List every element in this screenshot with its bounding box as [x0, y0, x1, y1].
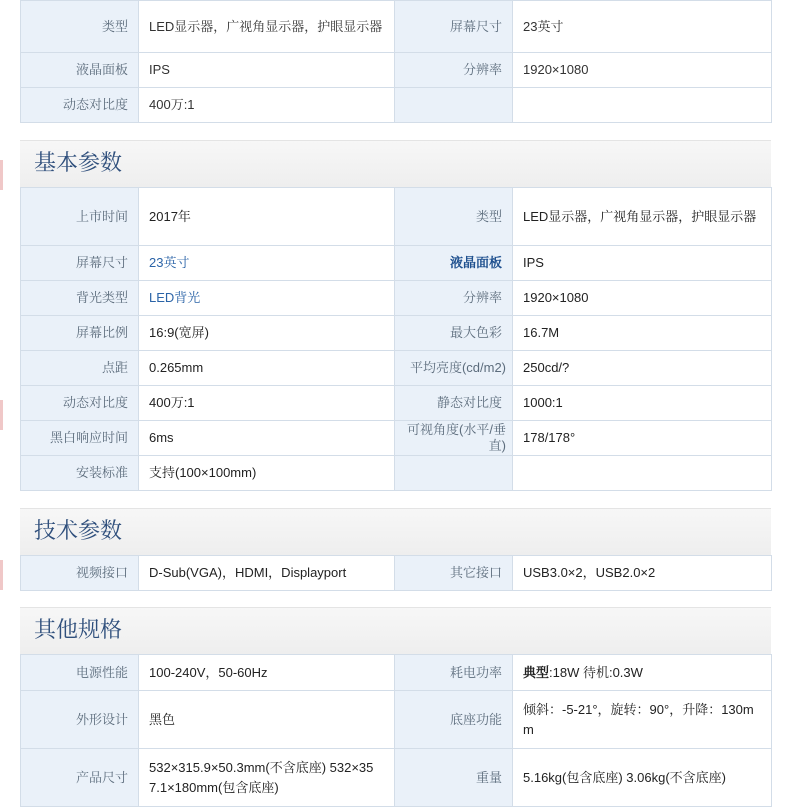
spec-value: 1920×1080: [513, 281, 772, 316]
spec-key: 产品尺寸: [21, 749, 139, 807]
spec-value: 400万:1: [139, 88, 395, 123]
table-row: [21, 351, 772, 386]
left-edge-mark: [0, 400, 3, 430]
table-row: [21, 188, 772, 246]
spec-value: [513, 456, 772, 491]
table-row: [21, 281, 772, 316]
spec-key: 视频接口: [21, 556, 139, 591]
spec-value: D-Sub(VGA)，HDMI，Displayport: [139, 556, 395, 591]
basic-params-table: [20, 187, 772, 491]
spec-value: [513, 655, 772, 691]
spec-value: IPS: [139, 53, 395, 88]
table-row: [21, 386, 772, 421]
spec-value-link[interactable]: 23英寸: [139, 246, 395, 281]
spec-value-link[interactable]: LED背光: [139, 281, 395, 316]
spec-key: 最大色彩: [395, 316, 513, 351]
left-edge-mark: [0, 560, 3, 590]
spec-value: 5.16kg(包含底座) 3.06kg(不含底座): [513, 749, 772, 807]
spec-value-emphasis: 典型: [523, 664, 550, 680]
spec-key: 液晶面板: [21, 53, 139, 88]
spec-value: 532×315.9×50.3mm(不含底座) 532×357.1×180mm(包含底座): [139, 749, 395, 807]
other-specs-table: [20, 654, 772, 807]
summary-table: [20, 0, 772, 123]
spec-key: 动态对比度: [21, 88, 139, 123]
spec-value: 178/178°: [513, 421, 772, 456]
spec-key: 耗电功率: [395, 655, 513, 691]
spec-value: 23英寸: [513, 1, 772, 53]
spec-value: 支持(100×100mm): [139, 456, 395, 491]
spec-key: 类型: [395, 188, 513, 246]
spec-key: 外形设计: [21, 691, 139, 749]
tech-params-table: [20, 555, 772, 591]
table-row: [21, 691, 772, 749]
section-title-tech: 技术参数: [20, 508, 771, 555]
spec-key: 电源性能: [21, 655, 139, 691]
spec-key: 分辨率: [395, 281, 513, 316]
spec-key: 其它接口: [395, 556, 513, 591]
spec-value: LED显示器，广视角显示器，护眼显示器: [513, 188, 772, 246]
spec-key: 屏幕比例: [21, 316, 139, 351]
table-row: [21, 316, 772, 351]
spec-value: 2017年: [139, 188, 395, 246]
spec-value: 0.265mm: [139, 351, 395, 386]
spec-value: 16.7M: [513, 316, 772, 351]
spec-value: 250cd/?: [513, 351, 772, 386]
spec-value: 1920×1080: [513, 53, 772, 88]
spec-page: [20, 0, 771, 807]
spec-value: USB3.0×2，USB2.0×2: [513, 556, 772, 591]
table-row: [21, 1, 772, 53]
spec-value: 6ms: [139, 421, 395, 456]
spec-key: 屏幕尺寸: [21, 246, 139, 281]
spec-value: 16:9(宽屏): [139, 316, 395, 351]
spec-key: 平均亮度(cd/m2): [395, 351, 513, 386]
spec-key: 安装标准: [21, 456, 139, 491]
spec-value: 1000:1: [513, 386, 772, 421]
table-row: [21, 655, 772, 691]
spec-key: 可视角度(水平/垂直): [395, 421, 513, 456]
spec-key: [395, 88, 513, 123]
spec-value-text: :18W 待机:0.3W: [549, 664, 643, 680]
spec-key: 黑白响应时间: [21, 421, 139, 456]
spec-value: LED显示器，广视角显示器，护眼显示器: [139, 1, 395, 53]
table-row: [21, 456, 772, 491]
spec-key: 动态对比度: [21, 386, 139, 421]
table-row: [21, 246, 772, 281]
spec-key: 上市时间: [21, 188, 139, 246]
spec-key-link[interactable]: 液晶面板: [395, 246, 513, 281]
table-row: [21, 749, 772, 807]
spec-key: [395, 456, 513, 491]
left-edge-mark: [0, 160, 3, 190]
spec-key: 类型: [21, 1, 139, 53]
spec-value: [513, 88, 772, 123]
spec-key: 屏幕尺寸: [395, 1, 513, 53]
spec-value: IPS: [513, 246, 772, 281]
spec-value: 400万:1: [139, 386, 395, 421]
table-row: [21, 556, 772, 591]
spec-key: 底座功能: [395, 691, 513, 749]
spec-key: 静态对比度: [395, 386, 513, 421]
section-title-other: 其他规格: [20, 607, 771, 654]
spec-key: 分辨率: [395, 53, 513, 88]
table-row: [21, 421, 772, 456]
table-row: [21, 88, 772, 123]
spec-key: 背光类型: [21, 281, 139, 316]
table-row: [21, 53, 772, 88]
section-title-basic: 基本参数: [20, 140, 771, 187]
spec-value: 100-240V，50-60Hz: [139, 655, 395, 691]
spec-value: 黑色: [139, 691, 395, 749]
spec-value: 倾斜：-5-21°，旋转：90°，升降：130mm: [513, 691, 772, 749]
spec-key: 点距: [21, 351, 139, 386]
spec-key: 重量: [395, 749, 513, 807]
